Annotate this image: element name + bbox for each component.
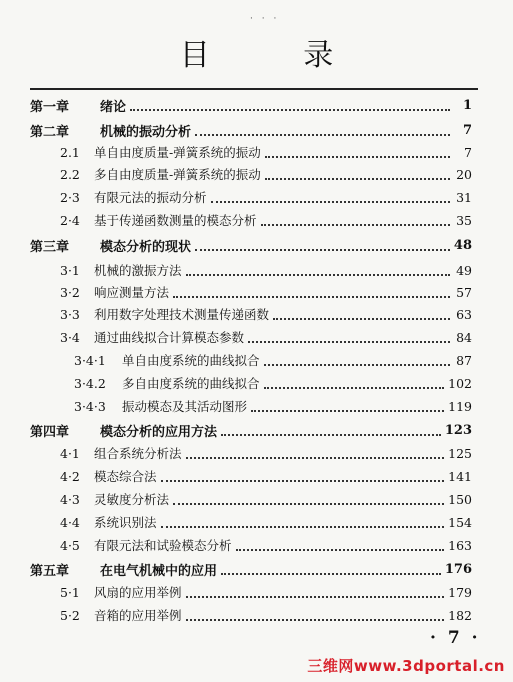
toc-chapter-entry (30, 119, 472, 141)
dot-leader (195, 248, 450, 251)
toc-section-entry (60, 281, 472, 303)
toc-entry-title: 在电气机械中的应用 (100, 563, 218, 579)
toc-section-entry (60, 163, 472, 185)
toc-entry-page: 102 (448, 375, 472, 391)
toc-entry-page: 49 (456, 262, 472, 278)
toc-entry-number: 第四章 (30, 424, 70, 440)
dot-leader (186, 618, 445, 621)
toc-entry-number: 3·4·3 (74, 398, 106, 414)
toc-entry-page: 141 (448, 468, 472, 484)
toc-chapter-entry (30, 234, 472, 256)
toc-entry-number: 第五章 (30, 563, 70, 579)
toc-entry-page: 31 (456, 189, 472, 205)
dot-leader (211, 200, 450, 203)
toc-section-entry (60, 465, 472, 487)
toc-entry-title: 模态综合法 (94, 469, 157, 484)
toc-section-entry (60, 141, 472, 163)
toc-entry-number: 第一章 (30, 99, 70, 115)
toc-section-entry (60, 604, 472, 626)
toc-entry-title: 灵敏度分析法 (94, 492, 170, 507)
toc-entry-page: 87 (456, 352, 472, 368)
dot-leader (161, 525, 445, 528)
toc-entry-page: 35 (456, 212, 472, 228)
toc-entry-number: 4·2 (60, 468, 80, 484)
toc-entry-number: 3·4.2 (74, 375, 106, 391)
dot-leader (173, 295, 450, 298)
dot-leader (261, 223, 450, 226)
title-rule (30, 88, 478, 90)
dot-leader (264, 386, 445, 389)
toc-entry-title: 多自由度系统的曲线拟合 (122, 376, 260, 391)
toc-entry-title: 响应测量方法 (94, 285, 170, 300)
toc-entry-number: 2·4 (60, 212, 80, 228)
toc-entry-number: 2.2 (60, 166, 80, 182)
toc-entry-number: 第二章 (30, 124, 70, 140)
toc-entry-number: 5·1 (60, 584, 80, 600)
toc-section-entry (60, 186, 472, 208)
toc-entry-title: 模态分析的应用方法 (100, 424, 218, 440)
toc-entry-title: 组合系统分析法 (94, 446, 182, 461)
dot-leader (251, 409, 444, 412)
toc-section-entry (74, 349, 472, 371)
page-number: · 7 · (430, 628, 481, 648)
toc-entry-number: 4·1 (60, 445, 80, 461)
toc-section-entry (74, 372, 472, 394)
toc-section-entry (60, 303, 472, 325)
toc-entry-page: 179 (448, 584, 472, 600)
toc-entry-title: 基于传递函数测量的模态分析 (94, 213, 257, 228)
toc-entry-page: 7 (464, 144, 472, 160)
toc-entry-title: 单自由度质量-弹簧系统的振动 (94, 145, 261, 160)
toc-entry-title: 音箱的应用举例 (94, 608, 182, 623)
toc-entry-number: 4·4 (60, 514, 80, 530)
toc-entry-page: 163 (448, 537, 472, 553)
dot-leader (186, 456, 445, 459)
toc-section-entry (60, 442, 472, 464)
dot-leader (195, 133, 450, 136)
toc-entry-number: 3·3 (60, 306, 80, 322)
watermark: 三维网www.3dportal.cn (307, 657, 505, 675)
toc-entry-number: 4·5 (60, 537, 80, 553)
toc-entry-number: 2.1 (60, 144, 80, 160)
toc-entry-page: 123 (444, 422, 472, 438)
toc-entry-title: 机械的振动分析 (100, 124, 192, 140)
dot-leader (221, 433, 441, 436)
toc-entry-number: 3·2 (60, 284, 80, 300)
toc-entry-title: 有限元法和试验模态分析 (94, 538, 232, 553)
toc-entry-page: 154 (448, 514, 472, 530)
toc-entry-page: 63 (456, 306, 472, 322)
toc-section-entry (60, 209, 472, 231)
toc-section-entry (60, 488, 472, 510)
toc-section-entry (74, 395, 472, 417)
toc-entry-title: 通过曲线拟合计算模态参数 (94, 330, 245, 345)
toc-section-entry (60, 581, 472, 603)
toc-entry-title: 振动模态及其活动图形 (122, 399, 248, 414)
toc-chapter-entry (30, 558, 472, 580)
toc-entry-page: 125 (448, 445, 472, 461)
dot-leader (248, 340, 450, 343)
toc-entry-title: 风扇的应用举例 (94, 585, 182, 600)
toc-entry-title: 系统识别法 (94, 515, 157, 530)
toc-entry-title: 机械的激振方法 (94, 263, 182, 278)
toc-chapter-entry (30, 419, 472, 441)
dot-leader (273, 317, 450, 320)
dot-leader (265, 155, 450, 158)
dot-leader (236, 548, 445, 551)
dot-leader (221, 572, 441, 575)
toc-section-entry (60, 511, 472, 533)
toc-entry-number: 3·1 (60, 262, 80, 278)
page-title: 目 录 (179, 38, 376, 73)
toc-section-entry (60, 534, 472, 556)
toc-entry-number: 4·3 (60, 491, 80, 507)
toc-entry-number: 5·2 (60, 607, 80, 623)
dot-leader (130, 108, 450, 111)
toc-entry-page: 119 (448, 398, 472, 414)
dot-leader (186, 273, 450, 276)
toc-entry-number: 2·3 (60, 189, 80, 205)
dot-leader (186, 595, 445, 598)
toc-entry-title: 绪论 (100, 99, 127, 115)
toc-entry-page: 150 (448, 491, 472, 507)
toc-entry-title: 模态分析的现状 (100, 239, 192, 255)
toc-section-entry (60, 326, 472, 348)
toc-entry-number: 3·4 (60, 329, 80, 345)
toc-entry-page: 84 (456, 329, 472, 345)
toc-entry-page: 1 (462, 97, 472, 113)
toc-chapter-entry (30, 94, 472, 116)
top-dots-decoration: · · · (250, 14, 280, 24)
toc-entry-page: 20 (456, 166, 472, 182)
toc-entry-page: 57 (456, 284, 472, 300)
dot-leader (265, 177, 450, 180)
toc-entry-number: 3·4·1 (74, 352, 106, 368)
toc-section-entry (60, 259, 472, 281)
dot-leader (161, 479, 445, 482)
dot-leader (264, 363, 450, 366)
dot-leader (173, 502, 444, 505)
toc-entry-title: 单自由度系统的曲线拟合 (122, 353, 260, 368)
toc-entry-page: 7 (462, 122, 472, 138)
toc-entry-title: 利用数字处理技术测量传递函数 (94, 307, 270, 322)
toc-entry-number: 第三章 (30, 239, 70, 255)
toc-entry-page: 176 (444, 561, 472, 577)
toc-entry-page: 48 (453, 237, 472, 253)
toc-entry-page: 182 (448, 607, 472, 623)
toc-entry-title: 多自由度质量-弹簧系统的振动 (94, 167, 261, 182)
toc-entry-title: 有限元法的振动分析 (94, 190, 207, 205)
